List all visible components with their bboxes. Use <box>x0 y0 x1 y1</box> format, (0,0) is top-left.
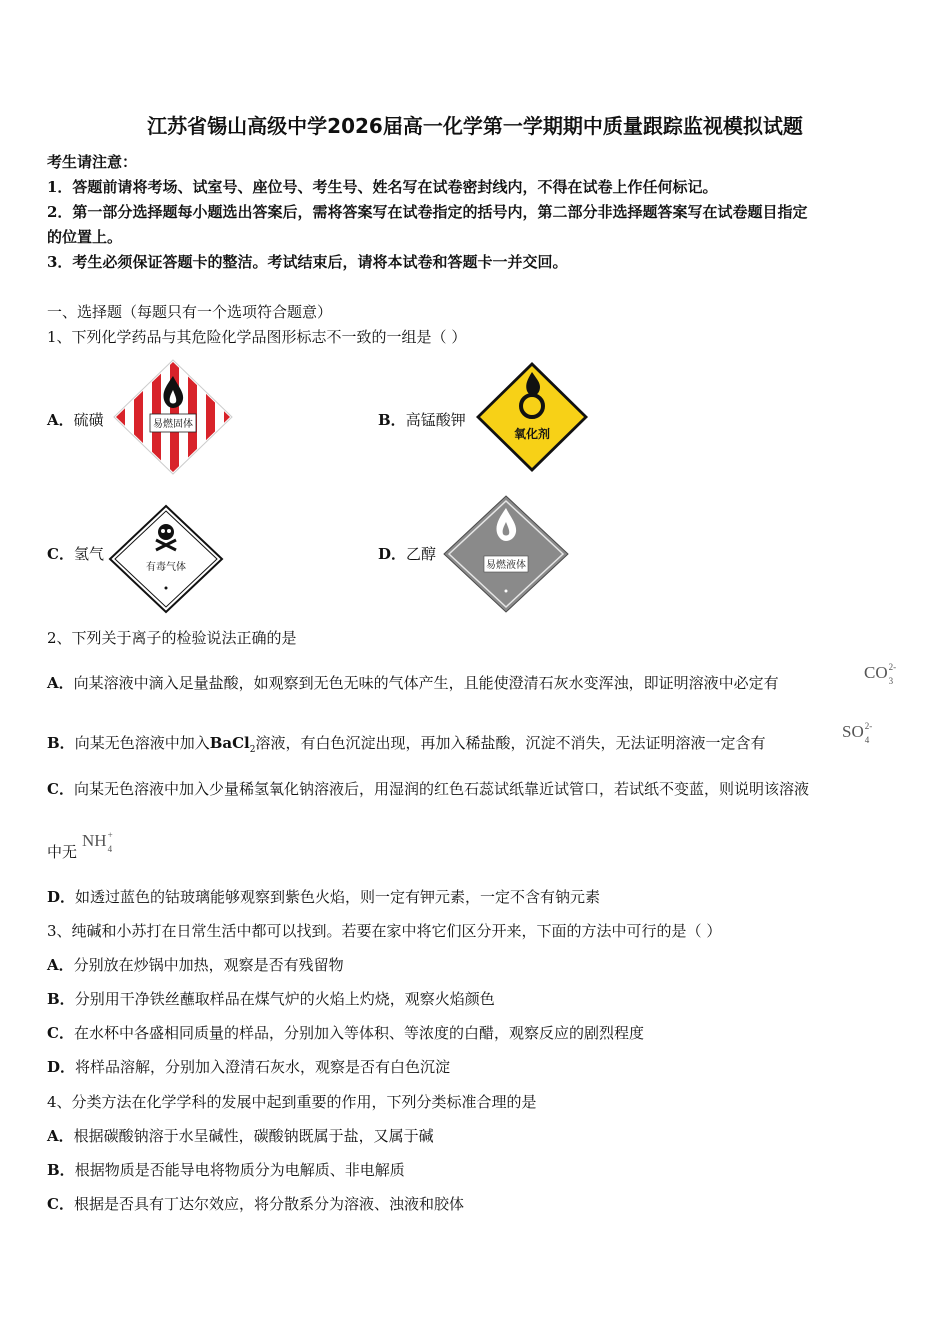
q2-option-d <box>47 887 600 907</box>
q3-option-c: C．在水杯中各盛相同质量的样品，分别加入等体积、等浓度的白醋，观察反应的剧烈程度 <box>47 1024 644 1042</box>
option-text: 向某溶液中滴入足量盐酸，如观察到无色无味的气体产生，且能使澄清石灰水变浑浊，即证明溶液中必定有 <box>73 674 779 692</box>
q4-option-a: A．根据碳酸钠溶于水呈碱性，碳酸钠既属于盐，又属于碱 <box>47 1127 434 1145</box>
notice-item-3: 3．考生必须保证答题卡的整洁。考试结束后，请将本试卷和答题卡一并交回。 <box>47 253 568 271</box>
sign-label: 氧化剂 <box>513 427 551 441</box>
section-heading: 一、选择题（每题只有一个选项符合题意） <box>47 303 333 321</box>
option-text-after: 溶液，有白色沉淀出现，再加入稀盐酸，沉淀不消失，无法证明溶液一定含有 <box>255 734 766 752</box>
option-text: 向某无色溶液中加入少量稀氢氧化钠溶液后，用湿润的红色石蕊试纸靠近试管口，若试纸不变蓝，则说明该溶液 <box>73 780 809 798</box>
q2-a-formula: CO 2- 3 <box>864 662 897 686</box>
q2-stem: 2、下列关于离子的检验说法正确的是 <box>47 629 297 647</box>
oxidizer-sign <box>474 360 590 474</box>
flammable-liquid-sign <box>442 494 570 614</box>
notice-item-1: 1．答题前请将考场、试室号、座位号、考生号、姓名写在试卷密封线内，不得在试卷上作任何标记。 <box>47 178 718 196</box>
reagent: BaCl <box>209 734 250 752</box>
option-letter: B． <box>378 411 406 429</box>
sign-label: 有毒气体 <box>146 562 186 573</box>
q1-option-c <box>47 544 104 564</box>
q1-stem: 1、下列化学药品与其危险化学品图形标志不一致的一组是（ ） <box>47 328 467 346</box>
q2-option-b: B．向某无色溶液中加入BaCl$_2$溶液，有白色沉淀出现，再加入稀盐酸，沉淀不消失，无法证明溶液一定含有 <box>47 734 766 755</box>
option-letter: C． <box>47 545 74 563</box>
q4-option-c: C．根据是否具有丁达尔效应，将分散系分为溶液、浊液和胶体 <box>47 1195 464 1213</box>
q1-option-b <box>378 410 466 430</box>
q1-option-d <box>378 544 436 564</box>
q2-b-formula: SO 2- 4 <box>842 721 873 745</box>
option-letter: A． <box>47 411 74 429</box>
q2-option-a <box>47 673 779 693</box>
q3-option-a: A．分别放在炒锅中加热，观察是否有残留物 <box>47 956 344 974</box>
q3-stem: 3、纯碱和小苏打在日常生活中都可以找到。若要在家中将它们区分开来，下面的方法中可行的是（ ） <box>47 922 722 940</box>
sign-label: 易燃液体 <box>486 560 526 571</box>
q2-c-formula: NH + 4 <box>82 830 113 854</box>
option-text: 氢气 <box>73 545 104 563</box>
option-text: 高锰酸钾 <box>405 411 466 429</box>
option-text: 乙醇 <box>406 545 437 563</box>
q2-option-c <box>47 779 809 799</box>
option-letter: A． <box>47 674 74 692</box>
q3-option-d: D．将样品溶解，分别加入澄清石灰水，观察是否有白色沉淀 <box>47 1058 451 1076</box>
toxic-gas-sign <box>108 504 224 614</box>
q3-option-b: B．分别用干净铁丝蘸取样品在煤气炉的火焰上灼烧，观察火焰颜色 <box>47 990 495 1008</box>
option-letter: B． <box>47 734 75 752</box>
page-title: 江苏省锡山高级中学2026届高一化学第一学期期中质量跟踪监视模拟试题 <box>147 114 803 138</box>
q1-option-a <box>47 410 104 430</box>
option-letter: D． <box>378 545 407 563</box>
notice-heading: 考生请注意： <box>47 153 138 171</box>
notice-item-2: 2．第一部分选择题每小题选出答案后，需将答案写在试卷指定的括号内，第二部分非选择题答案写在试卷题目指定 <box>47 203 808 221</box>
notice-item-2-cont: 的位置上。 <box>47 228 123 246</box>
q4-stem: 4、分类方法在化学学科的发展中起到重要的作用，下列分类标准合理的是 <box>47 1093 537 1111</box>
q4-option-b: B．根据物质是否能导电将物质分为电解质、非电解质 <box>47 1161 405 1179</box>
option-letter: C． <box>47 780 74 798</box>
option-text: 硫磺 <box>73 411 104 429</box>
option-text-before: 向某无色溶液中加入 <box>74 734 210 752</box>
q2-option-c-cont: 中无 <box>47 843 78 861</box>
flammable-solid-sign <box>112 358 234 476</box>
option-text: 如透过蓝色的钴玻璃能够观察到紫色火焰，则一定有钾元素，一定不含有钠元素 <box>75 888 601 906</box>
sign-label: 易燃固体 <box>153 419 193 430</box>
option-letter: D． <box>47 888 76 906</box>
